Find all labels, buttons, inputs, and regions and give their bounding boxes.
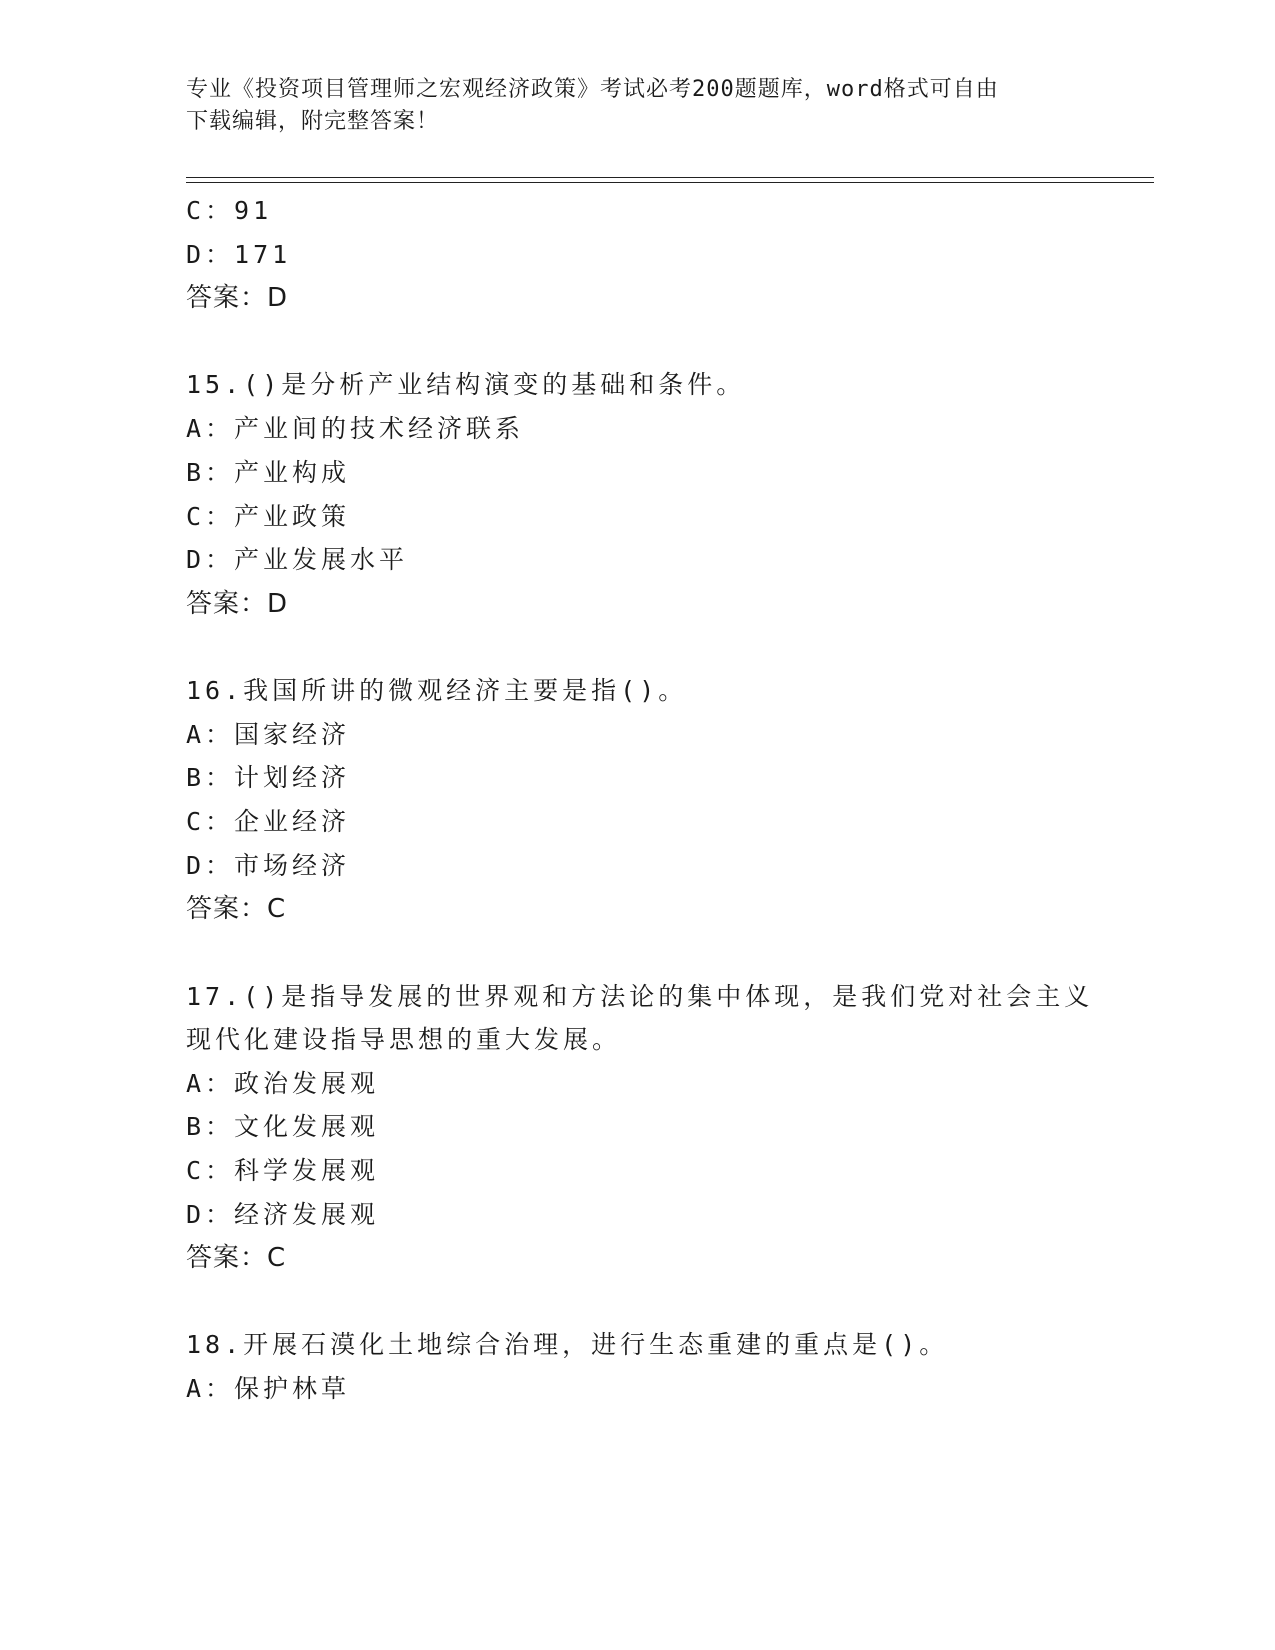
q15-option-c: C：产业政策 (186, 502, 351, 531)
q17-stem-line-1: 17.()是指导发展的世界观和方法论的集中体现，是我们党对社会主义 (186, 982, 1094, 1011)
q15-option-b: B：产业构成 (186, 458, 351, 487)
q17-stem-line-2: 现代化建设指导思想的重大发展。 (186, 1025, 622, 1054)
q16-stem: 16.我国所讲的微观经济主要是指()。 (186, 676, 688, 705)
q16-option-c: C：企业经济 (186, 807, 351, 836)
header-line-1: 专业《投资项目管理师之宏观经济政策》考试必考200题题库，word格式可自由 (186, 77, 999, 102)
document-header (186, 74, 1086, 138)
q15-answer: 答案：D (186, 589, 289, 619)
q17-option-c: C：科学发展观 (186, 1156, 380, 1185)
q15-option-d: D：产业发展水平 (186, 545, 409, 574)
q16-option-b: B：计划经济 (186, 763, 351, 792)
q15-option-a: A：产业间的技术经济联系 (186, 414, 525, 443)
q14-option-d: D：171 (186, 240, 292, 269)
q16-answer: 答案：C (186, 894, 287, 924)
q14-option-c: C：91 (186, 196, 273, 225)
q17-option-d: D：经济发展观 (186, 1200, 380, 1229)
q17-answer: 答案：C (186, 1243, 287, 1273)
q17-option-a: A：政治发展观 (186, 1069, 380, 1098)
q16-option-d: D：市场经济 (186, 851, 351, 880)
header-divider-top (186, 177, 1154, 178)
q14-answer: 答案：D (186, 283, 289, 313)
q18-stem: 18.开展石漠化土地综合治理，进行生态重建的重点是()。 (186, 1330, 949, 1359)
header-line-2: 下载编辑，附完整答案！ (186, 109, 440, 134)
q17-option-b: B：文化发展观 (186, 1112, 380, 1141)
header-divider-bottom (186, 182, 1154, 183)
q18-option-a: A：保护林草 (186, 1374, 351, 1403)
q16-option-a: A：国家经济 (186, 720, 351, 749)
q15-stem: 15.()是分析产业结构演变的基础和条件。 (186, 370, 746, 399)
